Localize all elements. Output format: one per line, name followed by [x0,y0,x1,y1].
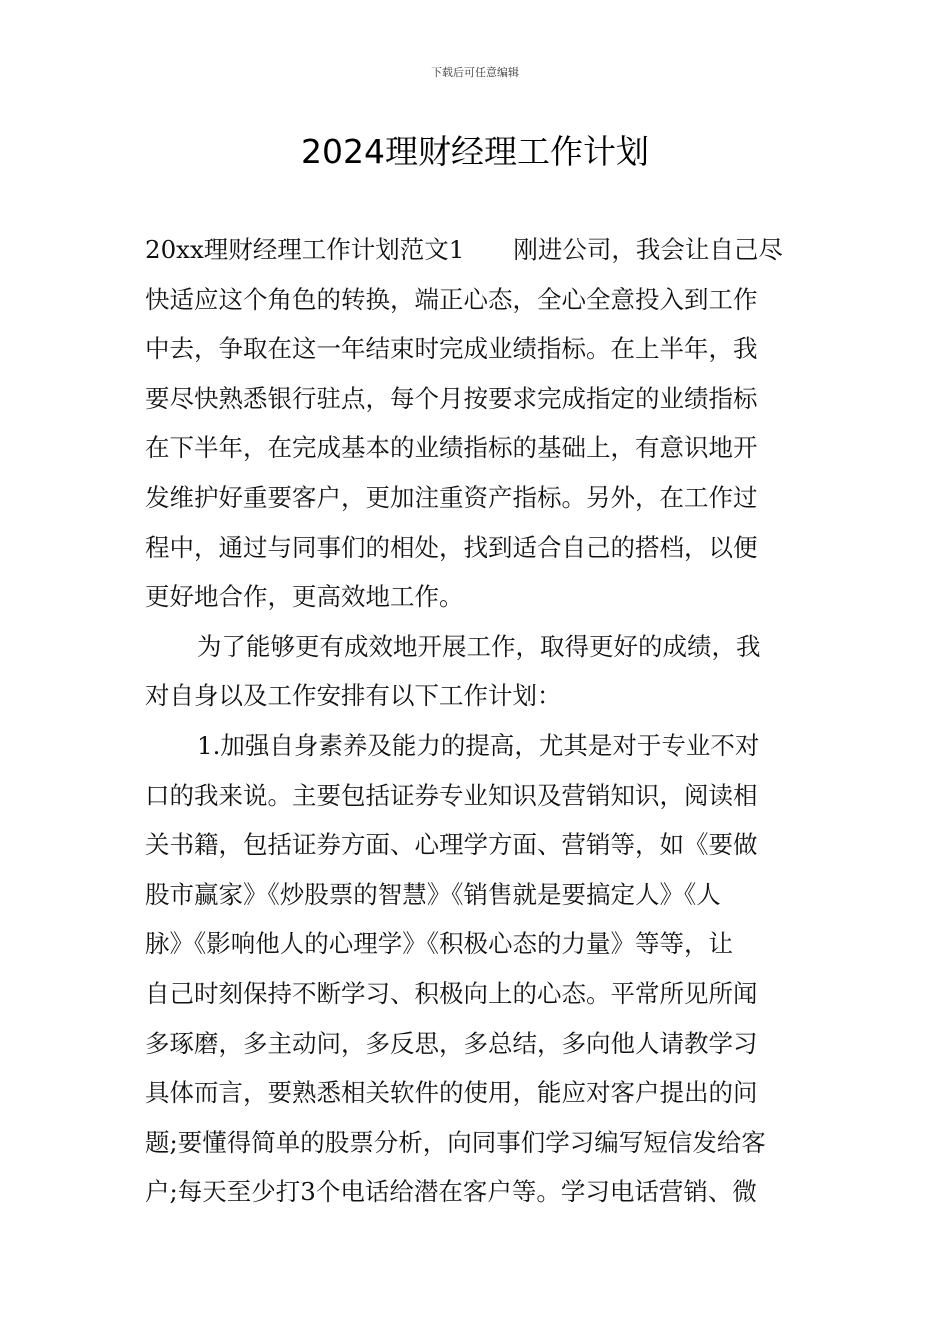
body-line: 题;要懂得简单的股票分析，向同事们学习编写短信发给客 [145,1127,766,1157]
body-line: 中去，争取在这一年结束时完成业绩指标。在上半年，我 [145,334,758,364]
body-line: 要尽快熟悉银行驻点，每个月按要求完成指定的业绩指标 [145,383,758,413]
header-note: 下载后可任意编辑 [431,66,519,79]
body-line: 多琢磨，多主动问，多反思，多总结，多向他人请教学习 [145,1028,758,1058]
body-line: 自己时刻保持不断学习、积极向上的心态。平常所见所闻 [145,978,758,1008]
body-line: 股市赢家》《炒股票的智慧》《销售就是要搞定人》《人 [145,879,721,909]
body-line: 更好地合作，更高效地工作。 [145,582,464,612]
body-line: 具体而言，要熟悉相关软件的使用，能应对客户提出的问 [145,1078,758,1108]
body-line: 快适应这个角色的转换，端正心态，全心全意投入到工作 [145,284,758,314]
body-line: 1.加强自身素养及能力的提高，尤其是对于专业不对 [197,730,760,760]
body-line: 在下半年，在完成基本的业绩指标的基础上，有意识地开 [145,433,758,463]
document-title: 2024理财经理工作计划 [301,132,649,171]
body-line: 口的我来说。主要包括证券专业知识及营销知识，阅读相 [145,780,758,810]
body-line: 发维护好重要客户，更加注重资产指标。另外，在工作过 [145,482,758,512]
body-line: 程中，通过与同事们的相处，找到适合自己的搭档，以便 [145,532,758,562]
body-line: 20xx理财经理工作计划范文1 刚进公司，我会让自己尽 [145,235,783,264]
body-line: 对自身以及工作安排有以下工作计划： [145,681,562,711]
body-line: 户;每天至少打3个电话给潜在客户等。学习电话营销、微 [145,1177,757,1207]
body-line: 脉》《影响他人的心理学》《积极心态的力量》等等，让 [145,929,733,959]
body-line: 为了能够更有成效地开展工作，取得更好的成绩，我 [197,631,761,661]
body-line: 关书籍，包括证券方面、心理学方面、营销等，如《要做 [145,830,758,860]
document-body [145,225,807,1217]
